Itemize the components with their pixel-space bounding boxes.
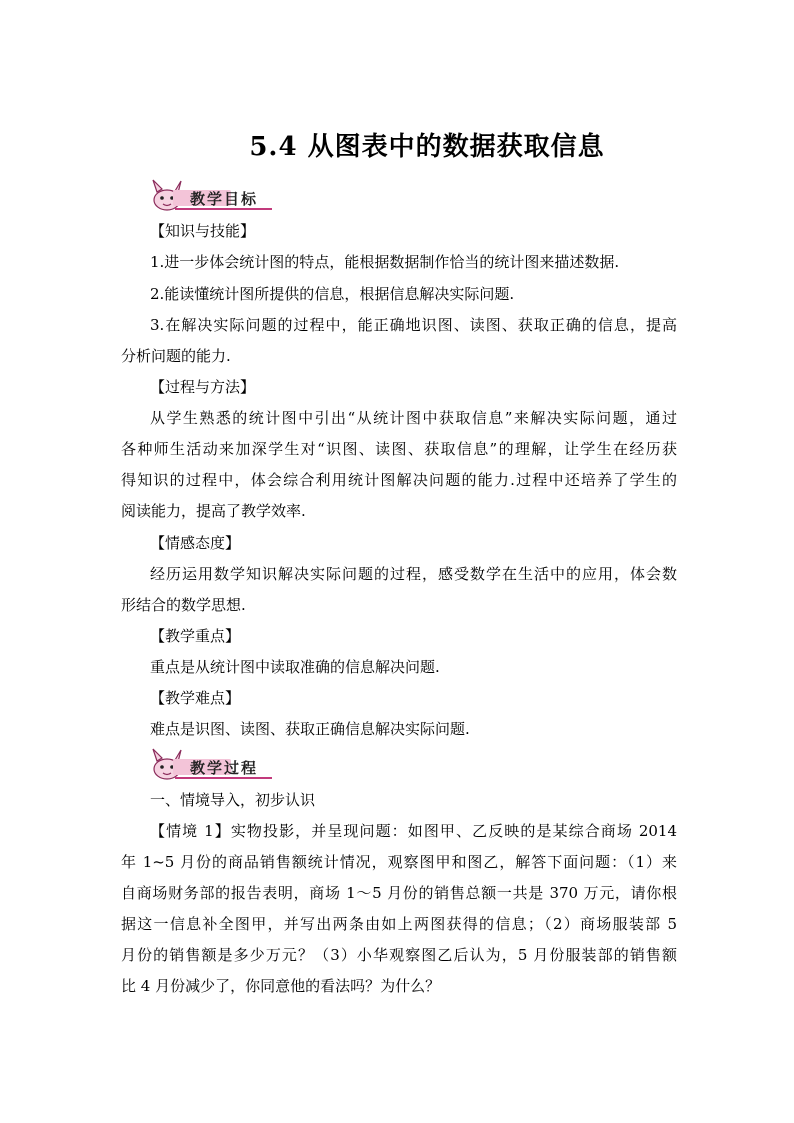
scenario-line-6: 比 4 月份减少了，你同意他的看法吗？为什么？ <box>121 977 441 995</box>
key-point-heading: 【教学重点】 <box>150 627 241 645</box>
process-subheading: 一、情境导入，初步认识 <box>150 791 316 809</box>
objective-item-1: 1.进一步体会统计图的特点，能根据数据制作恰当的统计图来描述数据. <box>150 253 620 271</box>
key-point-text: 重点是从统计图中读取准确的信息解决问题. <box>150 658 440 676</box>
objective-item-2: 2.能读懂统计图所提供的信息，根据信息解决实际问题. <box>150 285 515 303</box>
attitude-line-1: 经历运用数学知识解决实际问题的过程，感受数学在生活中的应用，体会数 <box>150 565 677 583</box>
objective-item-3-cont: 分析问题的能力. <box>121 347 231 365</box>
page-title: 5.4 从图表中的数据获取信息 <box>249 132 605 162</box>
banner-label: 教学目标 <box>190 190 259 208</box>
attitude-heading: 【情感态度】 <box>150 534 241 552</box>
attitude-line-2: 形结合的数学思想. <box>121 596 246 614</box>
scenario-line-4: 据这一信息补全图甲，并写出两条由如上两图获得的信息；（2）商场服装部 5 <box>121 915 677 933</box>
banner-label: 教学过程 <box>190 759 259 777</box>
scenario-line-3: 自商场财务部的报告表明，商场 1～5 月份的销售总额一共是 370 万元，请你根 <box>121 884 677 902</box>
scenario-line-2: 年 1~5 月份的商品销售额统计情况，观察图甲和图乙，解答下面问题：（1）来 <box>121 853 677 871</box>
teaching-process-banner <box>145 747 275 781</box>
scenario-line-1: 【情境 1】实物投影，并呈现问题：如图甲、乙反映的是某综合商场 2014 <box>150 822 677 840</box>
process-heading: 【过程与方法】 <box>150 378 256 396</box>
objective-item-3: 3.在解决实际问题的过程中，能正确地识图、读图、获取正确的信息，提高 <box>150 316 677 334</box>
knowledge-heading: 【知识与技能】 <box>150 222 256 240</box>
teaching-objectives-banner <box>145 178 275 212</box>
scenario-line-5: 月份的销售额是多少万元？（3）小华观察图乙后认为，5 月份服装部的销售额 <box>121 946 677 964</box>
process-line-1: 从学生熟悉的统计图中引出“从统计图中获取信息”来解决实际问题，通过 <box>150 409 677 427</box>
process-line-2: 各种师生活动来加深学生对“识图、读图、获取信息”的理解，让学生在经历获 <box>121 440 677 458</box>
process-line-3: 得知识的过程中，体会综合利用统计图解决问题的能力.过程中还培养了学生的 <box>121 471 677 489</box>
process-line-4: 阅读能力，提高了教学效率. <box>121 502 306 520</box>
difficulty-heading: 【教学难点】 <box>150 689 241 707</box>
difficulty-text: 难点是识图、读图、获取正确信息解决实际问题. <box>150 720 470 738</box>
